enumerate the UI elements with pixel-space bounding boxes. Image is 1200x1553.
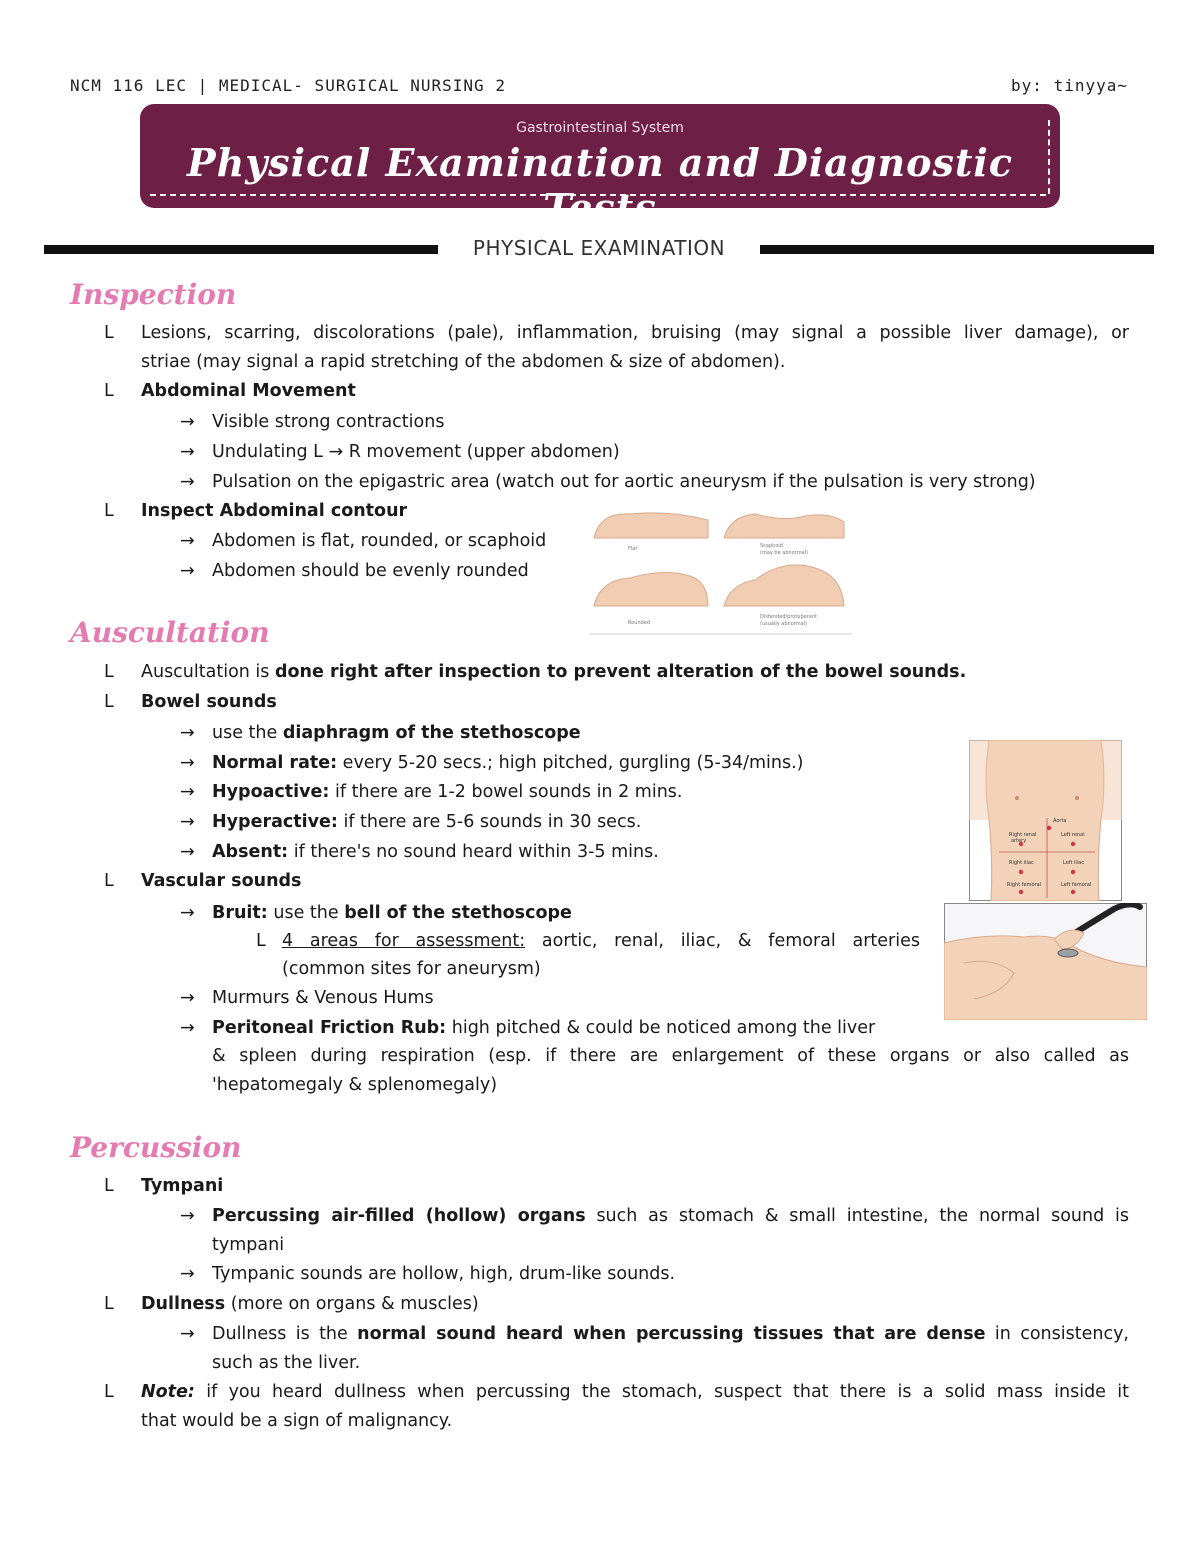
list-item: Visible strong contractions xyxy=(212,412,445,432)
arrow-icon: → xyxy=(180,812,195,832)
stethoscope-chestpiece xyxy=(1058,949,1078,957)
percussion-heading: Percussion xyxy=(70,1131,242,1164)
nipple-right xyxy=(1075,796,1079,800)
figure-label: Scaphoid xyxy=(760,543,783,549)
figure-label: Left renal xyxy=(1061,832,1085,838)
arrow-icon: → xyxy=(180,1018,195,1038)
bowel-sounds-title: Bowel sounds xyxy=(141,692,277,712)
list-item: Normal rate: every 5-20 secs.; high pitched, gurgling (5-34/mins.) xyxy=(212,753,804,773)
abdominal-contour-title: Inspect Abdominal contour xyxy=(141,501,408,521)
arrow-icon: → xyxy=(180,1324,195,1344)
abdominal-contour-figure xyxy=(590,506,852,638)
arrow-icon: → xyxy=(180,753,195,773)
right-femoral-marker xyxy=(1019,890,1023,894)
auscultation-intro: Auscultation is done right after inspection to prevent alteration of the bowel sounds. xyxy=(141,662,967,682)
arrow-icon: → xyxy=(180,988,195,1008)
figure-label: Right iliac xyxy=(1009,860,1034,866)
flat-abdomen-shape xyxy=(594,513,708,538)
auscultation-heading: Auscultation xyxy=(70,616,270,649)
inspection-heading: Inspection xyxy=(70,278,237,311)
figure-label: Right renal xyxy=(1009,832,1037,838)
bullet-icon: L xyxy=(104,1382,114,1402)
list-item: Abdomen should be evenly rounded xyxy=(212,561,529,581)
bullet-icon: L xyxy=(104,692,114,712)
arrow-icon: → xyxy=(180,531,195,551)
figure-label: Aorta xyxy=(1053,818,1067,824)
vascular-sounds-title: Vascular sounds xyxy=(141,871,302,891)
dullness-title: Dullness (more on organs & muscles) xyxy=(141,1294,479,1314)
section-title: PHYSICAL EXAMINATION xyxy=(472,236,726,260)
bullet-icon: L xyxy=(104,323,114,343)
list-item: Pulsation on the epigastric area (watch out for aortic aneurysm if the pulsation is very strong) xyxy=(212,472,1036,492)
right-iliac-marker xyxy=(1019,870,1023,874)
list-item: Tympanic sounds are hollow, high, drum-like sounds. xyxy=(212,1264,676,1284)
arrow-icon: → xyxy=(180,442,195,462)
dullness-text-cont: such as the liver. xyxy=(212,1353,361,1373)
lesions-text-cont: striae (may signal a rapid stretching of the abdomen & size of abdomen). xyxy=(141,352,786,372)
arrow-icon: → xyxy=(180,782,195,802)
arrow-icon: → xyxy=(180,842,195,862)
arrow-icon: → xyxy=(180,723,195,743)
friction-rub-cont: & spleen during respiration (esp. if there are enlargement of these organs or also called as xyxy=(212,1046,1129,1066)
list-item: Hyperactive: if there are 5-6 sounds in 30 secs. xyxy=(212,812,642,832)
arrow-icon: → xyxy=(180,903,195,923)
left-renal-marker xyxy=(1071,842,1075,846)
right-arm-shape xyxy=(1101,740,1122,820)
list-item: Bruit: use the bell of the stethoscope xyxy=(212,903,572,923)
bullet-icon: L xyxy=(256,931,266,951)
air-filled-organs-text: Percussing air-filled (hollow) organs such as stomach & small intestine, the normal sound is xyxy=(212,1206,1129,1226)
assessment-areas: 4 areas for assessment: aortic, renal, iliac, & femoral arteries xyxy=(282,931,920,951)
arrow-icon: → xyxy=(180,1206,195,1226)
abdominal-movement-title: Abdominal Movement xyxy=(141,381,356,401)
lesions-text: Lesions, scarring, discolorations (pale), inflammation, bruising (may signal a possible liver damage), or xyxy=(141,323,1129,343)
list-item: Peritoneal Friction Rub: high pitched & could be noticed among the liver xyxy=(212,1018,876,1038)
nipple-left xyxy=(1015,796,1019,800)
banner-subtitle: Gastrointestinal System xyxy=(516,120,684,136)
figure-label: Rounded xyxy=(628,620,651,626)
list-item: Undulating L → R movement (upper abdomen) xyxy=(212,442,620,462)
bullet-icon: L xyxy=(104,1294,114,1314)
stethoscope-exam-figure xyxy=(944,903,1147,1020)
author-label: by: tinyya~ xyxy=(1011,76,1128,95)
figure-label: Right femoral xyxy=(1007,882,1042,888)
left-iliac-marker xyxy=(1071,870,1075,874)
figure-label: (usually abnormal) xyxy=(760,621,807,627)
assessment-areas-cont: (common sites for aneurysm) xyxy=(282,959,541,979)
section-divider xyxy=(44,236,1154,262)
friction-rub-cont: 'hepatomegaly & splenomegaly) xyxy=(212,1075,498,1095)
figure-label: Flat xyxy=(628,546,638,552)
figure-label: Left iliac xyxy=(1063,860,1084,866)
course-header: NCM 116 LEC | MEDICAL- SURGICAL NURSING 2 xyxy=(70,76,506,95)
bullet-icon: L xyxy=(104,1176,114,1196)
arrow-icon: → xyxy=(180,472,195,492)
banner-background xyxy=(140,104,1060,230)
list-item: Absent: if there's no sound heard within 3-5 mins. xyxy=(212,842,659,862)
malignancy-note: Note: if you heard dullness when percussing the stomach, suspect that there is a solid mass inside it xyxy=(141,1382,1129,1402)
title-banner xyxy=(140,104,1065,230)
left-femoral-marker xyxy=(1071,890,1075,894)
bullet-icon: L xyxy=(104,381,114,401)
air-filled-organs-cont: tympani xyxy=(212,1235,285,1255)
arrow-icon: → xyxy=(180,412,195,432)
list-item: use the diaphragm of the stethoscope xyxy=(212,723,581,743)
left-arm-shape xyxy=(969,740,989,820)
figure-label: artery xyxy=(1011,838,1027,844)
bullet-icon: L xyxy=(104,501,114,521)
arrow-icon: → xyxy=(180,561,195,581)
dullness-text: Dullness is the normal sound heard when percussing tissues that are dense in consistency, xyxy=(212,1324,1129,1344)
divider-bar-left xyxy=(44,245,438,254)
arrow-icon: → xyxy=(180,1264,195,1284)
abdominal-arteries-figure xyxy=(969,740,1122,901)
figure-label: Left femoral xyxy=(1061,882,1092,888)
aorta-marker xyxy=(1047,826,1051,830)
figure-label: Distended/protuberant xyxy=(760,614,817,620)
malignancy-note-cont: that would be a sign of malignancy. xyxy=(141,1411,453,1431)
list-item: Murmurs & Venous Hums xyxy=(212,988,434,1008)
tympani-title: Tympani xyxy=(141,1176,224,1196)
list-item: Abdomen is flat, rounded, or scaphoid xyxy=(212,531,547,551)
bullet-icon: L xyxy=(104,871,114,891)
bullet-icon: L xyxy=(104,662,114,682)
list-item: Hypoactive: if there are 1-2 bowel sounds in 2 mins. xyxy=(212,782,683,802)
torso-shape xyxy=(986,740,1104,901)
figure-label: (may be abnormal) xyxy=(760,550,808,556)
divider-bar-right xyxy=(760,245,1154,254)
page-title: Physical Examination and Diagnostic Tests xyxy=(187,140,1013,230)
